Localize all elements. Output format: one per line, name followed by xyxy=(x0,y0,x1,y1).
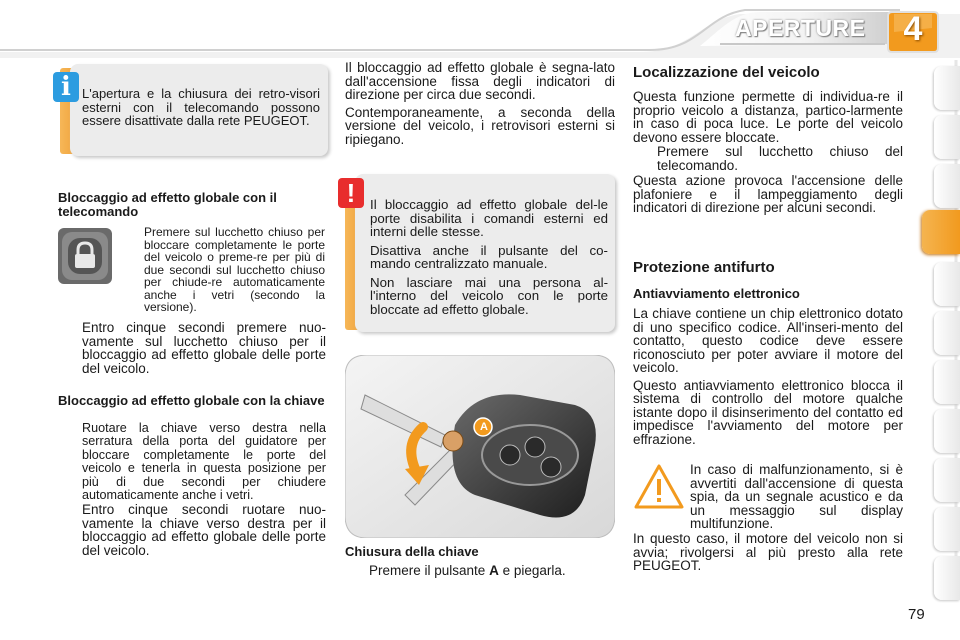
warning-box-text xyxy=(370,198,608,321)
list-item xyxy=(120,226,325,314)
info-box-text: L'apertura e la chiusura dei retro-visori esterni con il telecomando possono essere disattivate dalla rete PEUGEOT. xyxy=(82,86,320,128)
paragraph: Non lasciare mai una persona al-l'interno del veicolo con le porte bloccate ad effetto globale. xyxy=(370,274,608,317)
lock-button-icon xyxy=(58,228,112,284)
vehicle-location-title: Localizzazione del veicolo xyxy=(633,64,820,81)
paragraph: La chiave contiene un chip elettronico dotato di uno specifico codice. All'inseri-mento del contatto, questo codice deve essere riconosciuto per poter avviare il motore del veicolo. xyxy=(633,306,903,375)
page-number: 79 xyxy=(908,606,925,623)
immobiliser-text xyxy=(633,307,903,450)
chapter-tab-9[interactable] xyxy=(934,458,960,502)
vehicle-location-intro: Questa funzione permette di individua-re il proprio veicolo a distanza, partico-larmente in caso di poca luce. Le porte del veicolo devono essere bloccate. xyxy=(633,89,903,145)
list-item xyxy=(58,503,326,557)
middle-intro xyxy=(345,61,615,150)
paragraph: Il bloccaggio ad effetto globale del-le porte disabilita i comandi esterni ed interni delle stesse. xyxy=(370,197,608,239)
finger-bullet-icon xyxy=(58,503,82,557)
key-fold-heading: Chiusura della chiave xyxy=(345,544,479,559)
folding-key-illustration xyxy=(345,355,615,538)
key-button-label: A xyxy=(480,421,488,433)
chapter-tab-6[interactable] xyxy=(934,311,960,355)
chapter-tab-1[interactable] xyxy=(934,66,960,110)
immobiliser-heading: Antiavviamento elettronico xyxy=(633,286,800,301)
paragraph: Questo antiavviamento elettronico blocca il sistema di controllo del motore qualche istante dopo il disinserimento del contatto ed impedisce l'avviamento del motore per effrazione. xyxy=(633,377,903,447)
list-item xyxy=(345,564,615,578)
warning-icon: ! xyxy=(338,178,364,208)
finger-bullet-icon xyxy=(58,422,82,502)
list-item-text: Ruotare la chiave verso destra nella serratura della porta del guidatore per bloccare completamente le porte del veicolo e tenerla in questa posizione per più di due secondi per chiudere automaticamente anche i vetri. xyxy=(82,421,326,503)
list-item-text: Premere il pulsante A e piegarla. xyxy=(369,563,566,578)
paragraph: Il bloccaggio ad effetto globale è segna-lato dall'accensione fissa degli indicatori di direzione per circa due secondi. xyxy=(345,60,615,102)
finger-bullet-icon xyxy=(633,145,657,172)
finger-bullet-icon xyxy=(345,564,369,578)
key-lock-heading: Bloccaggio ad effetto globale con la chiave xyxy=(58,393,325,408)
vehicle-location-result: Questa azione provoca l'accensione delle plafoniere e il lampeggiamento degli indicatori di direzione per alcuni secondi. xyxy=(633,173,903,215)
list-item-text: Entro cinque secondi premere nuo-vamente sul lucchetto chiuso per il bloccaggio ad effetto globale delle porte del veicolo. xyxy=(82,320,326,376)
paragraph: Disattiva anche il pulsante del co-mando centralizzato manuale. xyxy=(370,242,608,271)
chapter-tab-5[interactable] xyxy=(934,262,960,306)
chapter-tab-2[interactable] xyxy=(934,115,960,159)
malfunction-advice-text: In questo caso, il motore del veicolo non si avvia; rivolgersi al più presto alla rete PEUGEOT. xyxy=(633,531,903,573)
remote-lock-heading: Bloccaggio ad effetto globale con il telecomando xyxy=(58,190,277,219)
list-item xyxy=(58,422,326,502)
list-item-text: Premere sul lucchetto chiuso del telecomando. xyxy=(657,144,903,173)
anti-theft-title: Protezione antifurto xyxy=(633,259,775,276)
finger-bullet-icon xyxy=(120,226,144,314)
warning-light-icon xyxy=(633,463,685,511)
malfunction-warning-text: In caso di malfunzionamento, si è avvertiti dall'accensione di questa spia, da un segnale acustico e da un messaggio sul display multifunzione. xyxy=(690,462,903,531)
paragraph: Contemporaneamente, a seconda della versione del veicolo, i retrovisori esterni si ripiegano. xyxy=(345,104,615,147)
chapter-tab-8[interactable] xyxy=(934,409,960,453)
list-item-text: Premere sul lucchetto chiuso per bloccare completamente le porte del veicolo o preme-re per più di due secondi sul lucchetto chiuso per chiude-re automaticamente anche i vetri (secondo la versione). xyxy=(144,225,325,314)
list-item xyxy=(633,145,903,172)
info-icon: i xyxy=(53,72,79,102)
chapter-tab-10[interactable] xyxy=(934,507,960,551)
list-item-text: Entro cinque secondi ruotare nuo-vamente la chiave verso destra per il bloccaggio ad effetto globale delle porte del veicolo. xyxy=(82,502,326,558)
chapter-tab-4-active[interactable] xyxy=(922,210,960,254)
finger-bullet-icon xyxy=(58,321,82,375)
chapter-tab-3[interactable] xyxy=(934,164,960,208)
chapter-tab-11[interactable] xyxy=(934,556,960,600)
list-item xyxy=(58,321,326,375)
chapter-tab-7[interactable] xyxy=(934,360,960,404)
chapter-title: APERTURE xyxy=(735,15,866,41)
chapter-number: 4 xyxy=(903,10,923,48)
